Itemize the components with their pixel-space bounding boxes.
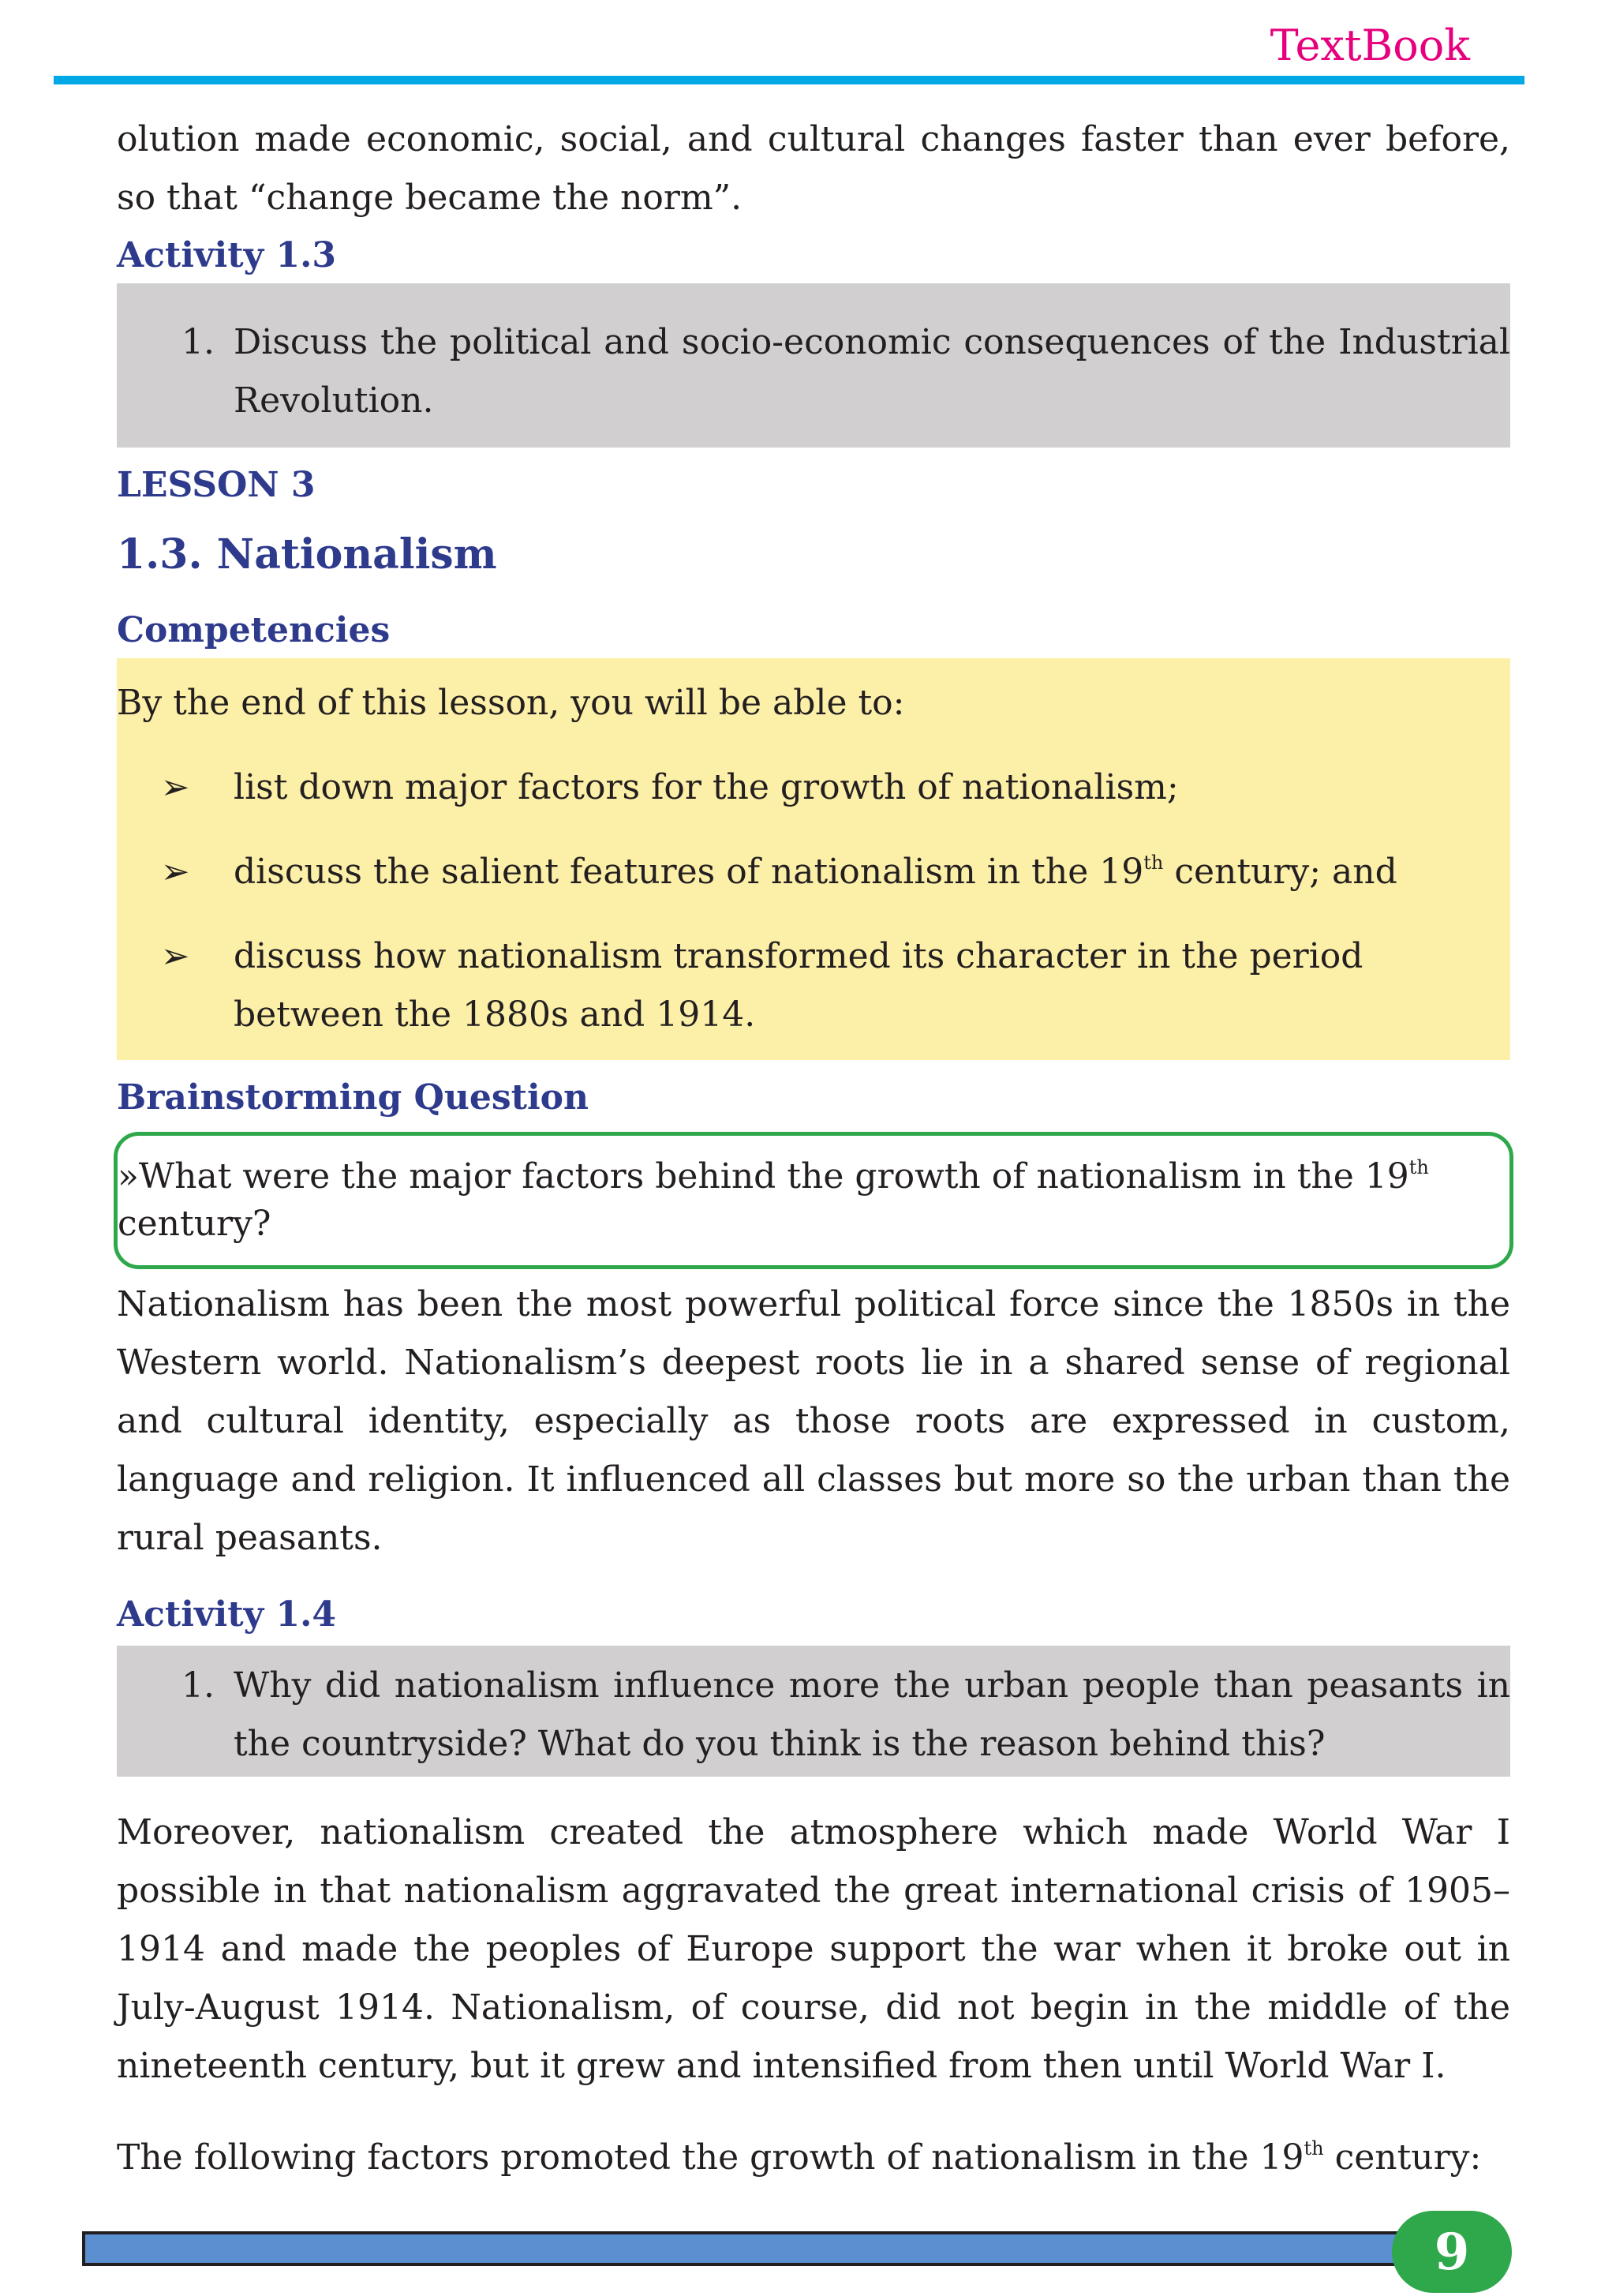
competency-item bbox=[117, 927, 1510, 1044]
competencies-intro: By the end of this lesson, you will be able to: bbox=[117, 683, 905, 723]
header-label: TextBook bbox=[1270, 21, 1470, 70]
item-number: 1. bbox=[181, 1665, 215, 1706]
brainstorming-heading: Brainstorming Question bbox=[117, 1077, 589, 1118]
lesson-title: 1.3. Nationalism bbox=[117, 530, 497, 579]
activity-1-4-heading: Activity 1.4 bbox=[117, 1594, 337, 1635]
arrow-bullet-icon: ➢ bbox=[160, 852, 190, 892]
footer-bar bbox=[82, 2231, 1400, 2266]
page-number-badge bbox=[1392, 2211, 1512, 2293]
activity-1-3-box bbox=[117, 283, 1510, 448]
item-text: Why did nationalism influence more the urban people than peasants in the countryside? What do you think is the reason behind this? bbox=[234, 1665, 1510, 1764]
chevron-right-icon: » bbox=[118, 1156, 139, 1197]
activity-1-4-box bbox=[117, 1646, 1510, 1777]
activity-1-4-item bbox=[117, 1657, 1510, 1774]
brainstorming-question: What were the major factors behind the growth of nationalism in the 19th century? bbox=[118, 1156, 1429, 1244]
competency-text: discuss the salient features of nationalism in the 19th century; and bbox=[234, 852, 1397, 892]
lesson-label: LESSON 3 bbox=[117, 465, 316, 505]
competency-text: list down major factors for the growth of nationalism; bbox=[234, 767, 1179, 807]
competency-item bbox=[117, 758, 1510, 817]
nationalism-paragraph: Nationalism has been the most powerful political force since the 1850s in the Western world. Nationalism’s deepest roots lie in a shared sense of regional and cultural identity, especially as those roots are expressed in custom, language and religion. It influenced all classes but more so the urban than the rural peasants. bbox=[117, 1284, 1510, 1558]
competencies-box bbox=[117, 658, 1510, 1060]
activity-1-3-heading: Activity 1.3 bbox=[117, 235, 337, 275]
page-number: 9 bbox=[1434, 2222, 1470, 2282]
item-number: 1. bbox=[181, 322, 215, 362]
factors-intro-paragraph: The following factors promoted the growth of nationalism in the 19th century: bbox=[117, 2137, 1482, 2178]
arrow-bullet-icon: ➢ bbox=[160, 767, 190, 807]
header-rule bbox=[54, 76, 1524, 84]
activity-1-3-item bbox=[117, 313, 1510, 430]
competency-item bbox=[117, 843, 1510, 901]
competencies-heading: Competencies bbox=[117, 610, 391, 650]
item-text: Discuss the political and socio-economic consequences of the Industrial Revolution. bbox=[234, 322, 1510, 421]
brainstorming-question-box bbox=[114, 1132, 1513, 1269]
world-war-paragraph: Moreover, nationalism created the atmosphere which made World War I possible in that nationalism aggravated the great international crisis of 1905–1914 and made the peoples of Europe support the war when it broke out in July-August 1914. Nationalism, of course, did not begin in the middle of the nineteenth century, but it grew and intensified from then until World War I. bbox=[117, 1812, 1510, 2086]
competency-text: discuss how nationalism transformed its character in the period between the 1880s and 1914. bbox=[234, 936, 1364, 1035]
page-content bbox=[117, 110, 1510, 2187]
arrow-bullet-icon: ➢ bbox=[160, 936, 190, 976]
intro-paragraph: olution made economic, social, and cultural changes faster than ever before, so that “change became the norm”. bbox=[117, 119, 1510, 218]
